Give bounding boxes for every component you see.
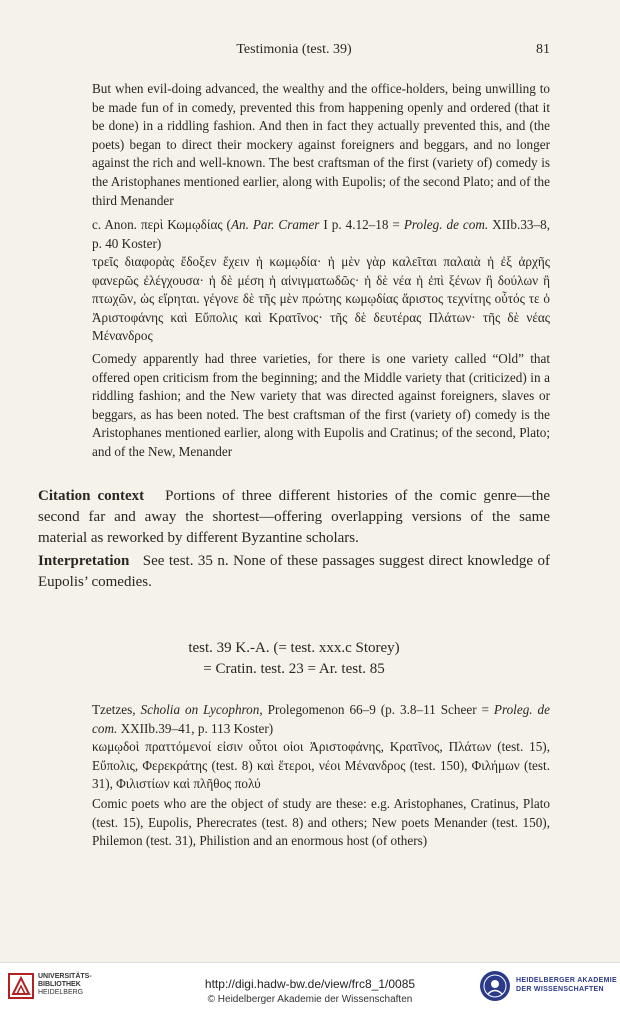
interpretation-label: Interpretation	[38, 553, 130, 569]
citation-context-text: Portions of three different histories of the comic genre—the second far and away the shortest—offering overlapping versions of the same material as reworked by different Byzantine scholars.	[38, 488, 550, 546]
viewer-footer	[0, 962, 620, 1010]
translation-paragraph-1: But when evil-doing advanced, the wealthy and the office-holders, being unwilling to be made fun of in comedy, prevented this from happening openly and ordered (that it be done) in a riddling fashion. And then in fact they actually prevented this, and (the poets) began to direct their mockery against foreigners and beggars, and no longer against the rich and well-known. The best craftsman of the first (variety of) comedy is the Aristophanes mentioned earlier, along with Eupolis; of the second Plato; and of the third Menander	[92, 81, 550, 208]
interpretation-text: See test. 35 n. None of these passages suggest direct knowledge of Eupolis’ comedies.	[38, 553, 550, 590]
testimonium-heading: test. 39 K.-A. (= test. xxx.c Storey)	[188, 640, 400, 656]
source-citation-2: Tzetzes, Scholia on Lycophron, Prolegomenon 66–9 (p. 3.8–11 Scheer = Proleg. de com. XXIIb.39–41, p. 113 Koster)	[92, 702, 550, 736]
running-title: Testimonia (test. 39)	[236, 42, 352, 57]
academy-name: HEIDELBERGER AKADEMIE DER WISSENSCHAFTEN	[516, 977, 617, 993]
academy-seal-icon[interactable]	[479, 970, 511, 1002]
greek-text-2: κωμῳδοὶ πραττόμενοί εἰσιν οὗτοι οἱοι Ἀριστοφάνης, Κρατῖνος, Πλάτων (test. 15), Εὔπολις, Φερεκράτης (test. 8) καὶ ἕτεροι, νέοι Μένανδρος (test. 150), Φιλήμων (test. 31), Φιλιστίων καὶ πλῆθος πολύ	[92, 739, 550, 792]
page-number: 81	[536, 42, 550, 57]
copyright-notice: © Heidelberger Akademie der Wissenschaften	[207, 994, 413, 1005]
translation-paragraph-2: Comedy apparently had three varieties, for there is one variety called “Old” that offered open criticism from the beginning; and the Middle variety that (criticized) in a riddling fashion; and the New variety that was directed against foreigners, slaves or beggars, as has been noted. The best craftsman of the first (variety of) comedy is the Aristophanes mentioned earlier, along with Eupolis and Cratinus; of the second, Plato; and of the New, Menander	[92, 351, 550, 459]
translation-paragraph-3: Comic poets who are the object of study are these: e.g. Aristophanes, Cratinus, Plato (test. 15), Eupolis, Pherecrates (test. 8) and others; New poets Menander (test. 150), Philemon (test. 31), Philistion and an enormous host (of others)	[92, 796, 550, 849]
testimonium-equivalents: = Cratin. test. 23 = Ar. test. 85	[203, 661, 385, 677]
university-library-name: UNIVERSITÄTS- BIBLIOTHEK HEIDELBERG	[38, 973, 92, 996]
permalink-url[interactable]: http://digi.hadw-bw.de/view/frc8_1/0085	[204, 977, 416, 991]
citation-context	[38, 486, 550, 549]
citation-context-label: Citation context	[38, 488, 145, 504]
interpretation	[38, 551, 550, 593]
source-citation-1: c. Anon. περὶ Κωμῳδίας (An. Par. Cramer I p. 4.12–18 = Proleg. de com. XIIb.33–8, p. 40 Koster)	[92, 217, 550, 251]
running-header	[38, 42, 550, 62]
greek-text-1: τρεῖς διαφορὰς ἔδοξεν ἔχειν ἡ κωμῳδία· ἡ μὲν γὰρ καλεῖται παλαιὰ ἡ ἐξ ἀρχῆς φανερῶς ἐλέγχουσα· ἡ δὲ μέση ἡ αἰνιγματωδῶς· ἡ δὲ νέα ἡ ἐπὶ ξένων ἢ δούλων ἢ πτωχῶν, ὡς εἴρηται. γέγονε δὲ τῆς μὲν πρώτης κωμῳδίας ἄριστος τεχνίτης οὗτός τε ὁ Ἀριστοφάνης καὶ Εὔπολις καὶ Κρατῖνος· τῆς δὲ δευτέρας Πλάτων· τῆς δὲ νέας Μένανδρος	[92, 254, 550, 344]
